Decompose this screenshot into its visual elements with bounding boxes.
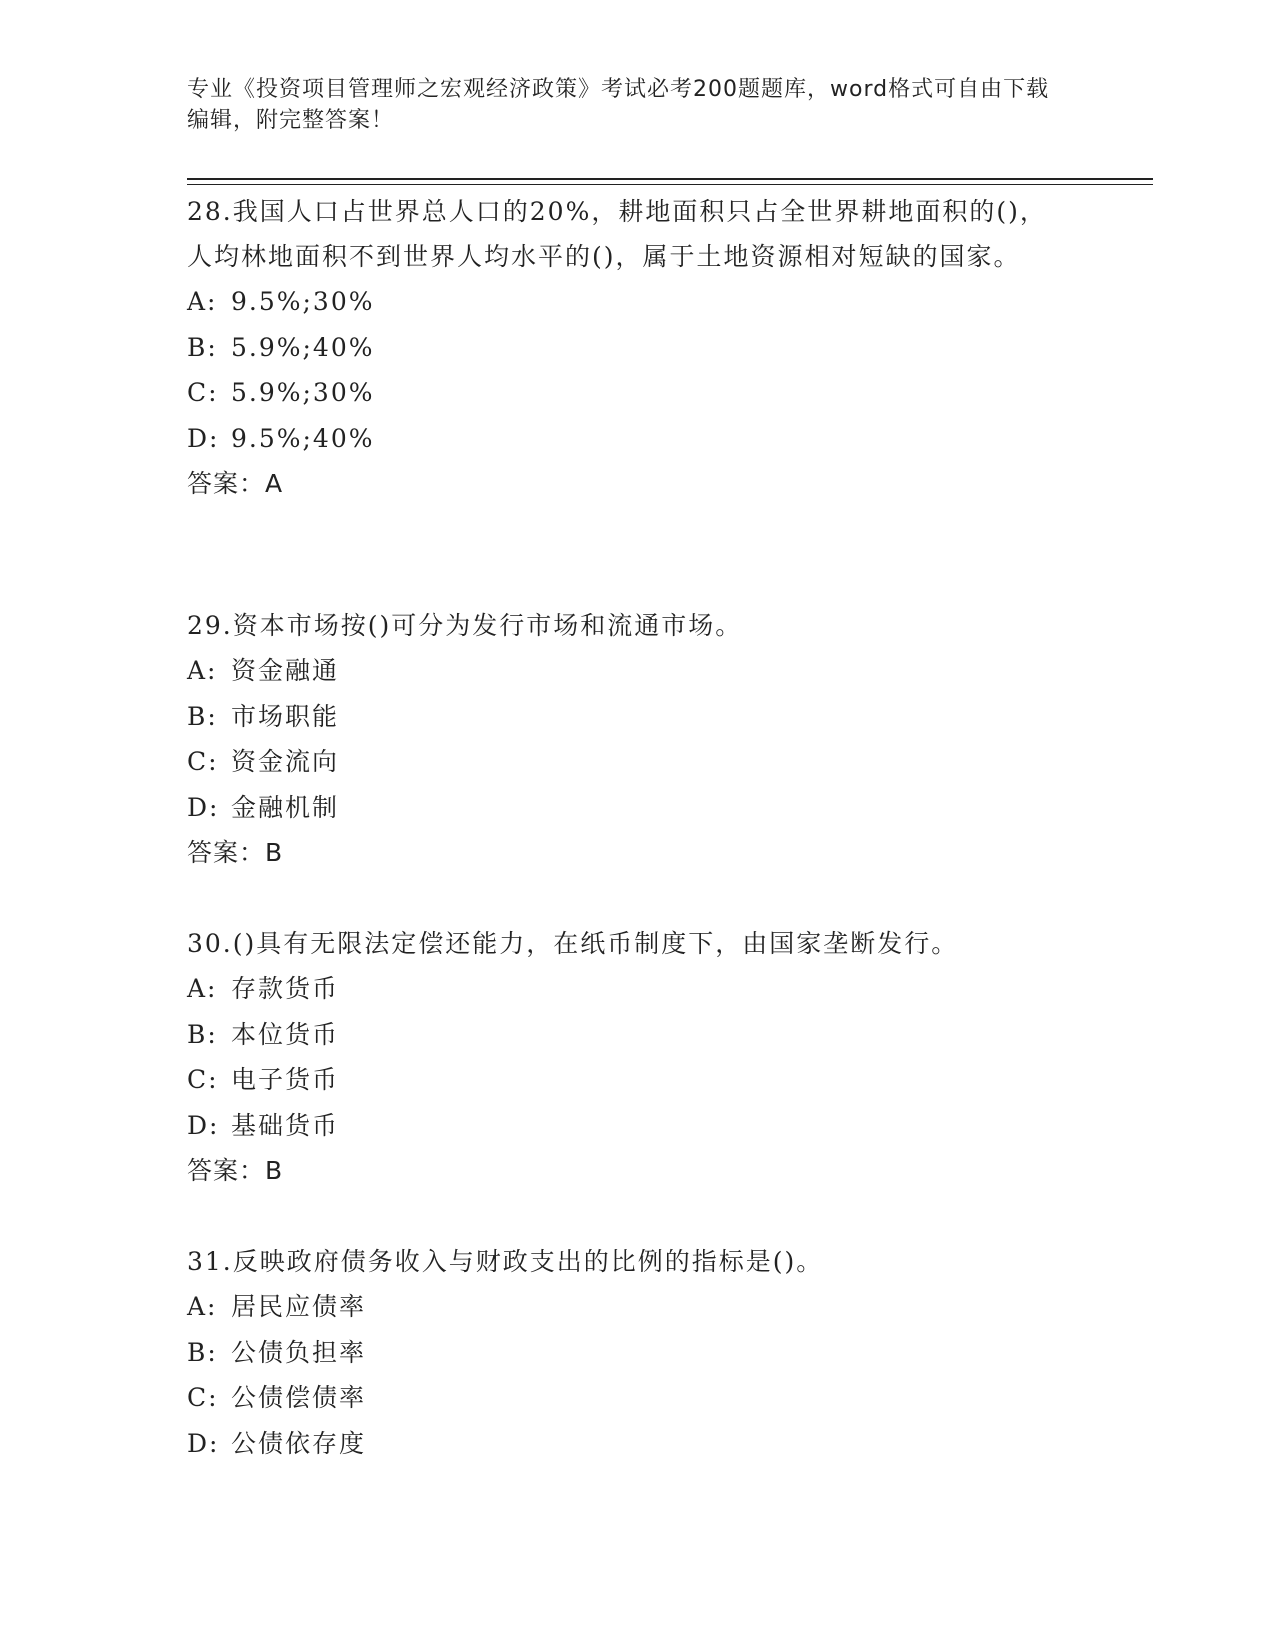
option-a bbox=[187, 1284, 1067, 1330]
header-note: 专业《投资项目管理师之宏观经济政策》考试必考200题题库，word格式可自由下载编辑，附完整答案！ bbox=[187, 77, 1050, 133]
option-a bbox=[187, 279, 1067, 325]
question-stem: 30.()具有无限法定偿还能力，在纸币制度下，由国家垄断发行。 bbox=[187, 929, 959, 958]
option-text: 本位货币 bbox=[231, 1019, 340, 1049]
option-text: 资金流向 bbox=[231, 747, 340, 776]
option-key: A: bbox=[187, 656, 218, 685]
question-30 bbox=[187, 921, 1067, 1193]
header-rule-thick bbox=[187, 178, 1153, 180]
option-list bbox=[187, 648, 1067, 830]
option-list bbox=[187, 966, 1067, 1148]
header-rule-thin bbox=[187, 184, 1153, 185]
option-b bbox=[187, 325, 1067, 371]
option-c bbox=[187, 1375, 1067, 1421]
option-b bbox=[187, 1330, 1067, 1376]
option-d bbox=[187, 1103, 1067, 1149]
option-c bbox=[187, 1057, 1067, 1103]
option-key: C: bbox=[187, 1065, 219, 1094]
option-b bbox=[187, 694, 1067, 740]
option-list bbox=[187, 1284, 1067, 1466]
option-d bbox=[187, 1421, 1067, 1467]
option-list bbox=[187, 279, 1067, 461]
option-text: 公债负担率 bbox=[231, 1337, 367, 1367]
question-29 bbox=[187, 603, 1067, 875]
option-d bbox=[187, 416, 1067, 462]
option-key: A: bbox=[187, 287, 218, 316]
question-stem: 31.反映政府债务收入与财政支出的比例的指标是()。 bbox=[187, 1247, 824, 1276]
option-key: D: bbox=[187, 423, 220, 453]
question-31 bbox=[187, 1239, 1067, 1466]
option-text: 9.5%;30% bbox=[231, 287, 375, 316]
answer-label: 答案：B bbox=[187, 838, 284, 867]
option-key: D: bbox=[187, 1110, 220, 1140]
option-key: B: bbox=[187, 332, 218, 362]
option-key: A: bbox=[187, 1292, 218, 1321]
option-key: D: bbox=[187, 792, 220, 822]
option-a bbox=[187, 966, 1067, 1012]
option-key: C: bbox=[187, 1383, 219, 1412]
option-text: 5.9%;30% bbox=[231, 378, 375, 407]
option-text: 市场职能 bbox=[231, 701, 340, 731]
option-d bbox=[187, 785, 1067, 831]
answer-label: 答案：A bbox=[187, 469, 284, 498]
question-28 bbox=[187, 189, 1067, 506]
option-key: A: bbox=[187, 974, 218, 1003]
option-c bbox=[187, 739, 1067, 785]
option-text: 资金融通 bbox=[231, 656, 340, 685]
option-key: C: bbox=[187, 747, 219, 776]
option-key: C: bbox=[187, 378, 219, 407]
question-stem: 29.资本市场按()可分为发行市场和流通市场。 bbox=[187, 611, 743, 640]
option-a bbox=[187, 648, 1067, 694]
option-b bbox=[187, 1012, 1067, 1058]
option-text: 9.5%;40% bbox=[231, 423, 375, 453]
answer-label: 答案：B bbox=[187, 1156, 284, 1185]
option-key: B: bbox=[187, 1019, 218, 1049]
option-key: B: bbox=[187, 701, 218, 731]
option-text: 居民应债率 bbox=[231, 1292, 367, 1321]
option-text: 存款货币 bbox=[231, 974, 340, 1003]
option-text: 金融机制 bbox=[231, 792, 340, 822]
option-text: 公债偿债率 bbox=[231, 1383, 367, 1412]
option-c bbox=[187, 370, 1067, 416]
option-text: 基础货币 bbox=[231, 1110, 340, 1140]
option-text: 5.9%;40% bbox=[231, 332, 375, 362]
question-stem: 28.我国人口占世界总人口的20%，耕地面积只占全世界耕地面积的()，人均林地面积不到世界人均水平的()，属于土地资源相对短缺的国家。 bbox=[187, 197, 1047, 271]
option-key: D: bbox=[187, 1428, 220, 1458]
option-text: 公债依存度 bbox=[231, 1428, 367, 1458]
option-text: 电子货币 bbox=[231, 1065, 340, 1094]
option-key: B: bbox=[187, 1337, 218, 1367]
